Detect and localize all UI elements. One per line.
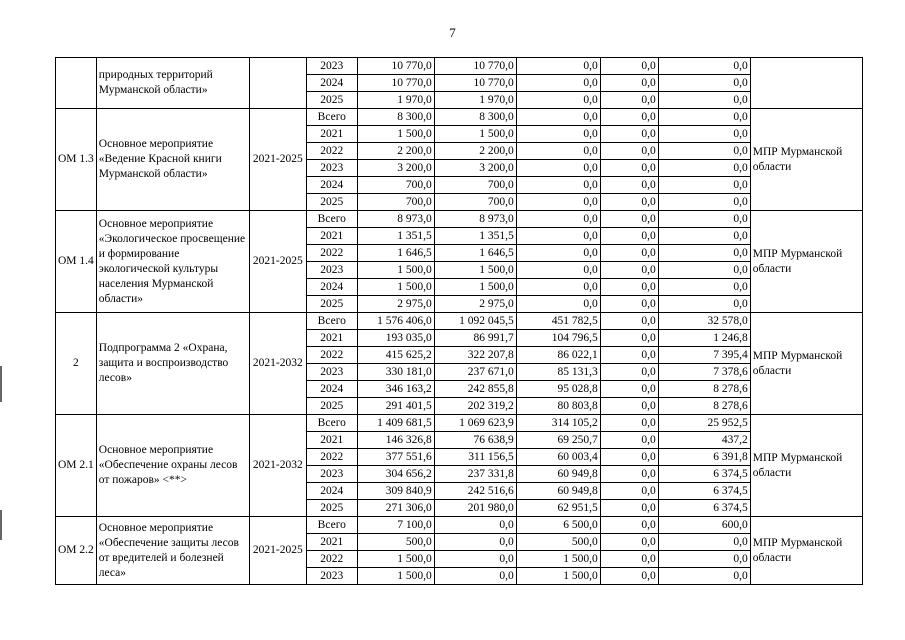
executor-cell: [750, 58, 862, 109]
total-cell: 1 500,0: [357, 279, 434, 296]
year-cell: Всего: [306, 313, 357, 330]
total-cell: 2 200,0: [357, 143, 434, 160]
federal-budget-cell: 86 022,1: [516, 347, 600, 364]
regional-budget-cell: 1 069 623,9: [434, 415, 516, 432]
other-sources-cell: 0,0: [658, 279, 750, 296]
year-cell: 2024: [306, 177, 357, 194]
local-budget-cell: 0,0: [600, 92, 658, 109]
local-budget-cell: 0,0: [600, 126, 658, 143]
other-sources-cell: 32 578,0: [658, 313, 750, 330]
measure-code-cell: 2: [56, 313, 97, 415]
federal-budget-cell: 0,0: [516, 245, 600, 262]
total-cell: 7 100,0: [357, 517, 434, 534]
table-row: [56, 313, 863, 330]
year-cell: 2025: [306, 194, 357, 211]
total-cell: 1 970,0: [357, 92, 434, 109]
other-sources-cell: 0,0: [658, 194, 750, 211]
total-cell: 500,0: [357, 534, 434, 551]
year-cell: Всего: [306, 517, 357, 534]
year-cell: 2022: [306, 449, 357, 466]
federal-budget-cell: 6 500,0: [516, 517, 600, 534]
federal-budget-cell: 1 500,0: [516, 568, 600, 585]
local-budget-cell: 0,0: [600, 330, 658, 347]
regional-budget-cell: 1 646,5: [434, 245, 516, 262]
total-cell: 700,0: [357, 177, 434, 194]
local-budget-cell: 0,0: [600, 534, 658, 551]
federal-budget-cell: 95 028,8: [516, 381, 600, 398]
federal-budget-cell: 0,0: [516, 109, 600, 126]
year-cell: 2025: [306, 500, 357, 517]
period-cell: 2021-2025: [249, 109, 306, 211]
total-cell: 2 975,0: [357, 296, 434, 313]
federal-budget-cell: 1 500,0: [516, 551, 600, 568]
regional-budget-cell: 8 973,0: [434, 211, 516, 228]
total-cell: 10 770,0: [357, 58, 434, 75]
total-cell: 377 551,6: [357, 449, 434, 466]
other-sources-cell: 6 374,5: [658, 500, 750, 517]
year-cell: 2024: [306, 279, 357, 296]
measure-code-cell: [56, 58, 97, 109]
regional-budget-cell: 1 351,5: [434, 228, 516, 245]
other-sources-cell: 0,0: [658, 92, 750, 109]
other-sources-cell: 0,0: [658, 177, 750, 194]
other-sources-cell: 1 246,8: [658, 330, 750, 347]
regional-budget-cell: 237 671,0: [434, 364, 516, 381]
total-cell: 1 351,5: [357, 228, 434, 245]
regional-budget-cell: 86 991,7: [434, 330, 516, 347]
measure-code-cell: ОМ 1.4: [56, 211, 97, 313]
other-sources-cell: 0,0: [658, 143, 750, 160]
other-sources-cell: 0,0: [658, 126, 750, 143]
period-cell: 2021-2032: [249, 313, 306, 415]
other-sources-cell: 600,0: [658, 517, 750, 534]
total-cell: 309 840,9: [357, 483, 434, 500]
federal-budget-cell: 0,0: [516, 92, 600, 109]
table-row: [56, 415, 863, 432]
year-cell: 2025: [306, 398, 357, 415]
federal-budget-cell: 500,0: [516, 534, 600, 551]
year-cell: 2022: [306, 347, 357, 364]
local-budget-cell: 0,0: [600, 347, 658, 364]
federal-budget-cell: 80 803,8: [516, 398, 600, 415]
federal-budget-cell: 60 949,8: [516, 483, 600, 500]
local-budget-cell: 0,0: [600, 568, 658, 585]
regional-budget-cell: 1 500,0: [434, 262, 516, 279]
local-budget-cell: 0,0: [600, 398, 658, 415]
table-row: [56, 58, 863, 75]
year-cell: 2021: [306, 432, 357, 449]
total-cell: 3 200,0: [357, 160, 434, 177]
regional-budget-cell: 0,0: [434, 568, 516, 585]
year-cell: 2024: [306, 381, 357, 398]
other-sources-cell: 0,0: [658, 551, 750, 568]
regional-budget-cell: 10 770,0: [434, 75, 516, 92]
year-cell: Всего: [306, 109, 357, 126]
federal-budget-cell: 0,0: [516, 296, 600, 313]
federal-budget-cell: 60 003,4: [516, 449, 600, 466]
federal-budget-cell: 0,0: [516, 262, 600, 279]
total-cell: 1 500,0: [357, 551, 434, 568]
year-cell: 2021: [306, 228, 357, 245]
year-cell: 2023: [306, 466, 357, 483]
year-cell: 2024: [306, 483, 357, 500]
table-row: [56, 211, 863, 228]
federal-budget-cell: 0,0: [516, 75, 600, 92]
other-sources-cell: 6 391,8: [658, 449, 750, 466]
executor-cell: МПР Мурманской области: [750, 313, 862, 415]
year-cell: 2025: [306, 296, 357, 313]
period-cell: 2021-2025: [249, 517, 306, 585]
federal-budget-cell: 62 951,5: [516, 500, 600, 517]
year-cell: 2023: [306, 262, 357, 279]
year-cell: 2021: [306, 534, 357, 551]
regional-budget-cell: 242 855,8: [434, 381, 516, 398]
federal-budget-cell: 0,0: [516, 177, 600, 194]
year-cell: 2023: [306, 568, 357, 585]
local-budget-cell: 0,0: [600, 143, 658, 160]
total-cell: 1 409 681,5: [357, 415, 434, 432]
total-cell: 10 770,0: [357, 75, 434, 92]
local-budget-cell: 0,0: [600, 160, 658, 177]
measure-code-cell: ОМ 2.2: [56, 517, 97, 585]
executor-cell: МПР Мурманской области: [750, 517, 862, 585]
local-budget-cell: 0,0: [600, 109, 658, 126]
other-sources-cell: 0,0: [658, 568, 750, 585]
other-sources-cell: 0,0: [658, 262, 750, 279]
total-cell: 1 646,5: [357, 245, 434, 262]
other-sources-cell: 7 395,4: [658, 347, 750, 364]
federal-budget-cell: 104 796,5: [516, 330, 600, 347]
regional-budget-cell: 1 500,0: [434, 279, 516, 296]
year-cell: 2025: [306, 92, 357, 109]
local-budget-cell: 0,0: [600, 228, 658, 245]
regional-budget-cell: 700,0: [434, 177, 516, 194]
other-sources-cell: 8 278,6: [658, 381, 750, 398]
measure-name-cell: Основное мероприятие «Обеспечение охраны лесов от пожаров» <**>: [96, 415, 249, 517]
year-cell: 2021: [306, 126, 357, 143]
regional-budget-cell: 700,0: [434, 194, 516, 211]
local-budget-cell: 0,0: [600, 262, 658, 279]
federal-budget-cell: 0,0: [516, 58, 600, 75]
federal-budget-cell: 69 250,7: [516, 432, 600, 449]
total-cell: 291 401,5: [357, 398, 434, 415]
year-cell: 2022: [306, 551, 357, 568]
regional-budget-cell: 322 207,8: [434, 347, 516, 364]
budget-table: [55, 57, 863, 585]
other-sources-cell: 6 374,5: [658, 483, 750, 500]
regional-budget-cell: 3 200,0: [434, 160, 516, 177]
executor-cell: МПР Мурманской области: [750, 211, 862, 313]
regional-budget-cell: 311 156,5: [434, 449, 516, 466]
total-cell: 1 500,0: [357, 568, 434, 585]
other-sources-cell: 0,0: [658, 58, 750, 75]
other-sources-cell: 6 374,5: [658, 466, 750, 483]
regional-budget-cell: 1 092 045,5: [434, 313, 516, 330]
total-cell: 271 306,0: [357, 500, 434, 517]
total-cell: 1 576 406,0: [357, 313, 434, 330]
regional-budget-cell: 0,0: [434, 551, 516, 568]
other-sources-cell: 0,0: [658, 245, 750, 262]
local-budget-cell: 0,0: [600, 211, 658, 228]
local-budget-cell: 0,0: [600, 432, 658, 449]
local-budget-cell: 0,0: [600, 449, 658, 466]
total-cell: 346 163,2: [357, 381, 434, 398]
measure-name-cell: природных территорий Мурманской области»: [96, 58, 249, 109]
regional-budget-cell: 8 300,0: [434, 109, 516, 126]
local-budget-cell: 0,0: [600, 415, 658, 432]
local-budget-cell: 0,0: [600, 381, 658, 398]
local-budget-cell: 0,0: [600, 296, 658, 313]
regional-budget-cell: 2 200,0: [434, 143, 516, 160]
measure-name-cell: Основное мероприятие «Ведение Красной книги Мурманской области»: [96, 109, 249, 211]
regional-budget-cell: 202 319,2: [434, 398, 516, 415]
federal-budget-cell: 314 105,2: [516, 415, 600, 432]
total-cell: 330 181,0: [357, 364, 434, 381]
total-cell: 1 500,0: [357, 126, 434, 143]
period-cell: [249, 58, 306, 109]
year-cell: 2023: [306, 160, 357, 177]
federal-budget-cell: 0,0: [516, 279, 600, 296]
regional-budget-cell: 242 516,6: [434, 483, 516, 500]
federal-budget-cell: 0,0: [516, 211, 600, 228]
local-budget-cell: 0,0: [600, 177, 658, 194]
regional-budget-cell: 237 331,8: [434, 466, 516, 483]
federal-budget-cell: 0,0: [516, 194, 600, 211]
left-margin-mark: [0, 510, 2, 540]
federal-budget-cell: 60 949,8: [516, 466, 600, 483]
regional-budget-cell: 2 975,0: [434, 296, 516, 313]
local-budget-cell: 0,0: [600, 364, 658, 381]
local-budget-cell: 0,0: [600, 279, 658, 296]
regional-budget-cell: 10 770,0: [434, 58, 516, 75]
other-sources-cell: 7 378,6: [658, 364, 750, 381]
other-sources-cell: 0,0: [658, 109, 750, 126]
local-budget-cell: 0,0: [600, 58, 658, 75]
executor-cell: МПР Мурманской области: [750, 415, 862, 517]
regional-budget-cell: 1 500,0: [434, 126, 516, 143]
local-budget-cell: 0,0: [600, 194, 658, 211]
year-cell: 2022: [306, 143, 357, 160]
regional-budget-cell: 0,0: [434, 517, 516, 534]
year-cell: 2024: [306, 75, 357, 92]
year-cell: 2023: [306, 58, 357, 75]
total-cell: 193 035,0: [357, 330, 434, 347]
period-cell: 2021-2025: [249, 211, 306, 313]
total-cell: 146 326,8: [357, 432, 434, 449]
local-budget-cell: 0,0: [600, 551, 658, 568]
other-sources-cell: 25 952,5: [658, 415, 750, 432]
local-budget-cell: 0,0: [600, 483, 658, 500]
other-sources-cell: 0,0: [658, 75, 750, 92]
federal-budget-cell: 0,0: [516, 143, 600, 160]
federal-budget-cell: 0,0: [516, 228, 600, 245]
regional-budget-cell: 0,0: [434, 534, 516, 551]
other-sources-cell: 0,0: [658, 296, 750, 313]
other-sources-cell: 0,0: [658, 534, 750, 551]
local-budget-cell: 0,0: [600, 245, 658, 262]
total-cell: 415 625,2: [357, 347, 434, 364]
other-sources-cell: 0,0: [658, 211, 750, 228]
other-sources-cell: 437,2: [658, 432, 750, 449]
regional-budget-cell: 201 980,0: [434, 500, 516, 517]
measure-code-cell: ОМ 2.1: [56, 415, 97, 517]
measure-name-cell: Подпрограмма 2 «Охрана, защита и воспроизводство лесов»: [96, 313, 249, 415]
federal-budget-cell: 451 782,5: [516, 313, 600, 330]
table-row: [56, 517, 863, 534]
table-row: [56, 109, 863, 126]
federal-budget-cell: 0,0: [516, 126, 600, 143]
year-cell: 2022: [306, 245, 357, 262]
local-budget-cell: 0,0: [600, 517, 658, 534]
year-cell: Всего: [306, 415, 357, 432]
total-cell: 8 300,0: [357, 109, 434, 126]
executor-cell: МПР Мурманской области: [750, 109, 862, 211]
year-cell: 2021: [306, 330, 357, 347]
measure-code-cell: ОМ 1.3: [56, 109, 97, 211]
local-budget-cell: 0,0: [600, 75, 658, 92]
total-cell: 700,0: [357, 194, 434, 211]
federal-budget-cell: 0,0: [516, 160, 600, 177]
page-number: 7: [449, 25, 456, 40]
other-sources-cell: 0,0: [658, 228, 750, 245]
local-budget-cell: 0,0: [600, 500, 658, 517]
year-cell: 2023: [306, 364, 357, 381]
regional-budget-cell: 76 638,9: [434, 432, 516, 449]
regional-budget-cell: 1 970,0: [434, 92, 516, 109]
measure-name-cell: Основное мероприятие «Экологическое просвещение и формирование экологической культуры населения Мурманской области»: [96, 211, 249, 313]
year-cell: Всего: [306, 211, 357, 228]
other-sources-cell: 8 278,6: [658, 398, 750, 415]
total-cell: 304 656,2: [357, 466, 434, 483]
left-margin-mark: [0, 366, 2, 402]
federal-budget-cell: 85 131,3: [516, 364, 600, 381]
total-cell: 8 973,0: [357, 211, 434, 228]
period-cell: 2021-2032: [249, 415, 306, 517]
other-sources-cell: 0,0: [658, 160, 750, 177]
local-budget-cell: 0,0: [600, 466, 658, 483]
local-budget-cell: 0,0: [600, 313, 658, 330]
measure-name-cell: Основное мероприятие «Обеспечение защиты лесов от вредителей и болезней леса»: [96, 517, 249, 585]
table-body: [56, 58, 863, 585]
total-cell: 1 500,0: [357, 262, 434, 279]
